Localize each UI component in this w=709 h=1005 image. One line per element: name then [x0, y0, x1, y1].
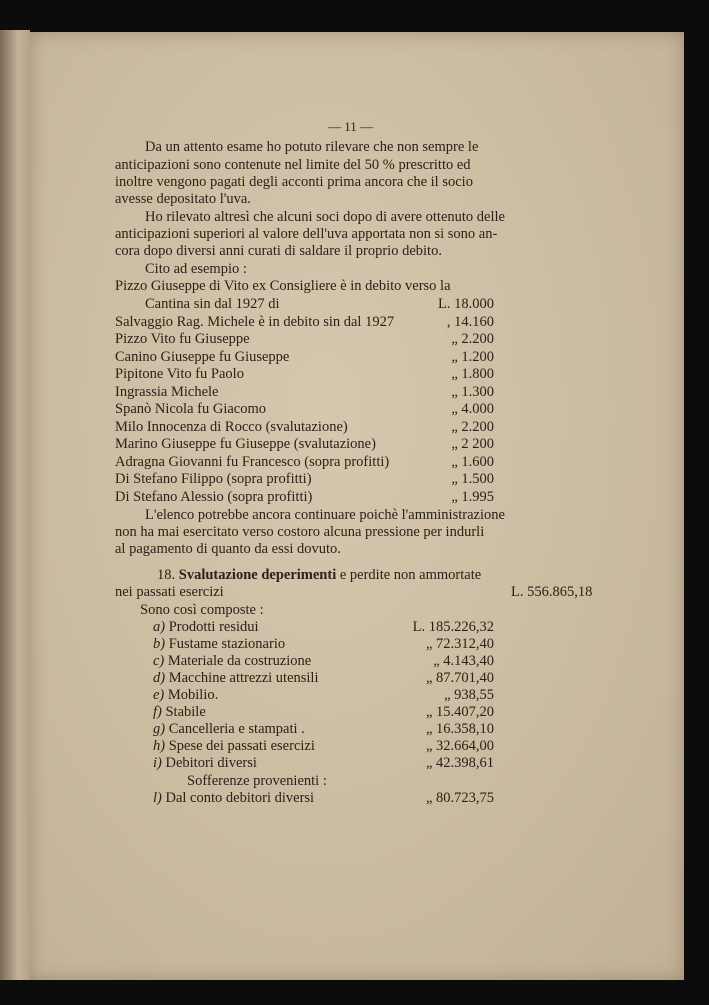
item-amount: „ 4.143,40 — [433, 653, 494, 669]
item-amount: „ 32.664,00 — [425, 738, 494, 754]
debtor-name: Adragna Giovanni fu Francesco (sopra profitti) — [115, 454, 390, 470]
item-row: c) Materiale da costruzione — [153, 653, 312, 669]
debtor-amount: „ 1.300 — [451, 384, 494, 400]
sofferenze-label: Sofferenze provenienti : — [187, 773, 327, 789]
item-amount: L. 185.226,32 — [412, 619, 494, 635]
item-row: a) Prodotti residui — [153, 619, 259, 635]
section-heading — [157, 567, 481, 584]
item-amount: „ 87.701,40 — [425, 670, 494, 686]
section-total: L. 556.865,18 — [511, 584, 593, 600]
item-row: h) Spese dei passati esercizi — [153, 738, 315, 754]
conclusion-line: L'elenco potrebbe ancora continuare poichè l'amministrazione — [145, 507, 505, 523]
debtor-amount: „ 1.600 — [451, 454, 494, 470]
debtor-amount: L. 18.000 — [438, 296, 494, 312]
item-row: g) Cancelleria e stampati . — [153, 721, 305, 737]
debtor-amount: „ 1.500 — [451, 471, 494, 487]
section-line2: nei passati esercizi — [115, 584, 224, 600]
debtor-name: Milo Innocenza di Rocco (svalutazione) — [115, 419, 348, 435]
intro-line: Ho rilevato altresì che alcuni soci dopo di avere ottenuto delle — [145, 209, 505, 225]
debtor-amount: „ 1.995 — [451, 489, 494, 505]
debtor-amount: , 14.160 — [446, 314, 494, 330]
item-amount: „ 42.398,61 — [425, 755, 494, 771]
debtor-name: Di Stefano Alessio (sopra profitti) — [115, 489, 313, 505]
item-row: d) Macchine attrezzi utensili — [153, 670, 319, 686]
intro-line: cora dopo diversi anni curati di saldare il proprio debito. — [115, 243, 442, 259]
debtor-name: Pipitone Vito fu Paolo — [115, 366, 244, 382]
section-title-rest: e perdite non ammortate — [339, 567, 482, 583]
intro-line: Cito ad esempio : — [145, 261, 247, 277]
debtor-name: Pizzo Vito fu Giuseppe — [115, 331, 250, 347]
debtor-amount: „ 4.000 — [451, 401, 494, 417]
document-page — [30, 32, 684, 980]
item-row: b) Fustame stazionario — [153, 636, 286, 652]
debtor-amount: „ 1.800 — [451, 366, 494, 382]
intro-line: anticipazioni sono contenute nel limite del 50 % prescritto ed — [115, 157, 471, 173]
debtor-amount: „ 2 200 — [451, 436, 494, 452]
debtor-name: Cantina sin dal 1927 di — [145, 296, 280, 312]
item-amount: „ 72.312,40 — [425, 636, 494, 652]
debtor-name: Ingrassia Michele — [115, 384, 219, 400]
debtor-name: Di Stefano Filippo (sopra profitti) — [115, 471, 312, 487]
debtor-name: Salvaggio Rag. Michele è in debito sin dal 1927 — [115, 314, 395, 330]
intro-line: anticipazioni superiori al valore dell'uva apportata non si sono an- — [115, 226, 498, 242]
intro-line: avesse depositato l'uva. — [115, 191, 251, 207]
debtor-name: Marino Giuseppe fu Giuseppe (svalutazione) — [115, 436, 376, 452]
debtor-name: Canino Giuseppe fu Giuseppe — [115, 349, 290, 365]
section-title: Svalutazione deperimenti — [178, 567, 337, 583]
debtor-name: Spanò Nicola fu Giacomo — [115, 401, 267, 417]
left-binding-strip — [0, 30, 30, 980]
item-amount: „ 80.723,75 — [425, 790, 494, 806]
intro-line: Pizzo Giuseppe di Vito ex Consigliere è in debito verso la — [115, 278, 451, 294]
section-composed: Sono così composte : — [140, 602, 264, 618]
item-row: f) Stabile — [153, 704, 206, 720]
page-number: — 11 — — [328, 119, 374, 134]
item-row: l) Dal conto debitori diversi — [153, 790, 315, 806]
section-number: 18. — [157, 567, 176, 583]
item-row: i) Debitori diversi — [153, 755, 257, 771]
item-amount: „ 16.358,10 — [425, 721, 494, 737]
item-row: e) Mobilio. — [153, 687, 219, 703]
intro-line: Da un attento esame ho potuto rilevare che non sempre le — [145, 139, 479, 155]
debtor-amount: „ 1.200 — [451, 349, 494, 365]
item-amount: „ 938,55 — [444, 687, 494, 703]
conclusion-line: al pagamento di quanto da essi dovuto. — [115, 541, 341, 557]
conclusion-line: non ha mai esercitato verso costoro alcuna pressione per indurli — [115, 524, 485, 540]
intro-line: inoltre vengono pagati degli acconti prima ancora che il socio — [115, 174, 473, 190]
item-amount: „ 15.407,20 — [425, 704, 494, 720]
debtor-amount: „ 2.200 — [451, 419, 494, 435]
debtor-amount: „ 2.200 — [451, 331, 494, 347]
